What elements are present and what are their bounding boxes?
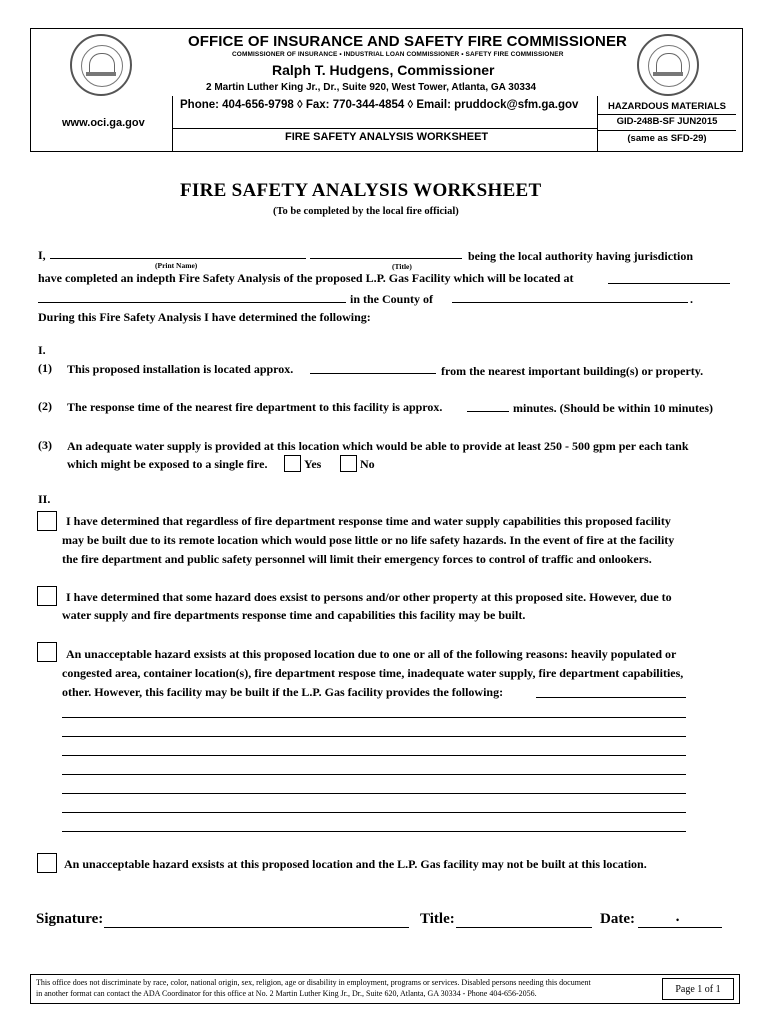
form-id: GID-248B-SF JUN2015	[616, 116, 718, 127]
page-number: Page 1 of 1	[662, 978, 734, 1000]
provision-line[interactable]	[62, 774, 686, 775]
header-divider-left	[172, 96, 173, 152]
intro-jurisdiction: being the local authority having jurisdiction	[468, 249, 694, 263]
no-label: No	[360, 457, 375, 471]
county-field[interactable]	[452, 291, 688, 303]
same-as-form: (same as SFD-29)	[627, 133, 707, 144]
option-4-checkbox[interactable]	[37, 853, 57, 873]
in-county-label: in the County of	[350, 292, 434, 306]
county-period: .	[690, 292, 693, 306]
print-name-field[interactable]	[50, 247, 306, 259]
provision-line[interactable]	[62, 812, 686, 813]
item-3-text-b: which might be exposed to a single fire.	[67, 457, 268, 471]
yes-checkbox[interactable]	[284, 455, 301, 472]
item-1-number: (1)	[38, 361, 52, 375]
document-title: FIRE SAFETY ANALYSIS WORKSHEET	[180, 180, 542, 201]
section-2-heading: II.	[38, 492, 51, 506]
date-dot: •	[676, 915, 680, 925]
office-title: OFFICE OF INSURANCE AND SAFETY FIRE COMMISSIONER	[188, 33, 627, 50]
option-1-checkbox[interactable]	[37, 511, 57, 531]
document-subtitle: (To be completed by the local fire official)	[273, 206, 459, 217]
option-1-line-1: I have determined that regardless of fire department response time and water supply capabilities this proposed facility	[66, 514, 671, 528]
worksheet-label: FIRE SAFETY ANALYSIS WORKSHEET	[285, 131, 489, 143]
option-1-line-3: the fire department and public safety personnel will limit their emergency forces to control of traffic and onlookers.	[62, 552, 652, 566]
yes-label: Yes	[304, 457, 322, 471]
option-3-line-2: congested area, container location(s), fire department respose time, inadequate water supply, fire department capabilities,	[62, 666, 684, 680]
option-2-line-1: I have determined that some hazard does exsist to persons and/or other property at this proposed site. However, due to	[66, 590, 672, 604]
footer-line-1: This office does not discriminate by race, color, national origin, sex, religion, age or disability in employment, programs or services. Disabled persons needing this document	[36, 978, 591, 987]
provision-line[interactable]	[62, 717, 686, 718]
provision-line[interactable]	[62, 831, 686, 832]
date-label: Date:	[600, 911, 635, 927]
provision-line[interactable]	[62, 755, 686, 756]
intro-i: I,	[38, 248, 46, 262]
response-time-field[interactable]	[467, 400, 509, 412]
provision-line[interactable]	[62, 736, 686, 737]
option-1-line-2: may be built due to its remote location which would pose little or no life safety hazards. In the event of fire at the facility	[62, 533, 675, 547]
item-2-text-a: The response time of the nearest fire department to this facility is approx.	[67, 400, 443, 414]
footer-line-2: in another format can contact the ADA Coordinator for this office at No. 2 Martin Luther King Jr., Dr., Suite 620, Atlanta, GA 30334 - Phone 404-656-2056.	[36, 989, 537, 998]
provision-line[interactable]	[62, 793, 686, 794]
section-1-heading: I.	[38, 343, 46, 357]
title-field[interactable]	[310, 247, 462, 259]
hazmat-box	[598, 100, 736, 148]
item-3-text-a: An adequate water supply is provided at this location which would be able to provide at least 250 - 500 gpm per each tank	[67, 439, 689, 453]
no-checkbox[interactable]	[340, 455, 357, 472]
option-3-line-1: An unacceptable hazard exsists at this proposed location due to one or all of the following reasons: heavily populated or	[66, 647, 677, 661]
item-1-text-b: from the nearest important building(s) or property.	[441, 364, 704, 378]
option-3-checkbox[interactable]	[37, 642, 57, 662]
intro-line-4: During this Fire Safety Analysis I have determined the following:	[38, 310, 371, 324]
provisions-field[interactable]	[536, 686, 686, 698]
signature-title-label: Title:	[420, 911, 455, 927]
location-field[interactable]	[608, 272, 730, 284]
website-link[interactable]: www.oci.ga.gov	[62, 117, 145, 129]
commissioner-name: Ralph T. Hudgens, Commissioner	[272, 62, 495, 78]
option-2-checkbox[interactable]	[37, 586, 57, 606]
intro-line-2: have completed an indepth Fire Safety Analysis of the proposed L.P. Gas Facility which will be located at	[38, 271, 574, 285]
item-2-text-b: minutes. (Should be within 10 minutes)	[513, 401, 714, 415]
office-address: 2 Martin Luther King Jr., Dr., Suite 920, West Tower, Atlanta, GA 30334	[206, 82, 537, 93]
header-rule	[172, 128, 597, 129]
item-2-number: (2)	[38, 399, 52, 413]
signature-label: Signature:	[36, 911, 104, 927]
insurance-commissioner-seal	[637, 34, 699, 96]
option-4-text: An unacceptable hazard exsists at this proposed location and the L.P. Gas facility may not be built at this location.	[64, 857, 647, 871]
title-label: (Title)	[392, 262, 412, 271]
item-3-number: (3)	[38, 438, 52, 452]
signature-title-field[interactable]	[456, 913, 592, 928]
office-subtitle: COMMISSIONER OF INSURANCE • INDUSTRIAL LOAN COMMISSIONER • SAFETY FIRE COMMISSIONER	[232, 51, 564, 58]
item-1-text-a: This proposed installation is located approx.	[67, 362, 294, 376]
print-name-label: (Print Name)	[155, 261, 198, 270]
distance-field[interactable]	[310, 362, 436, 374]
hazmat-title: HAZARDOUS MATERIALS	[607, 101, 727, 112]
location-field-cont[interactable]	[38, 291, 346, 303]
georgia-state-seal	[70, 34, 132, 96]
office-contact: Phone: 404-656-9798 ◊ Fax: 770-344-4854 ◊ Email: pruddock@sfm.ga.gov	[180, 99, 579, 111]
option-3-line-3: other. However, this facility may be built if the L.P. Gas facility provides the following:	[62, 685, 504, 699]
option-2-line-2: water supply and fire departments response time and capabilities this facility may be built.	[62, 608, 526, 622]
signature-field[interactable]	[104, 913, 409, 928]
date-field[interactable]	[638, 913, 722, 928]
